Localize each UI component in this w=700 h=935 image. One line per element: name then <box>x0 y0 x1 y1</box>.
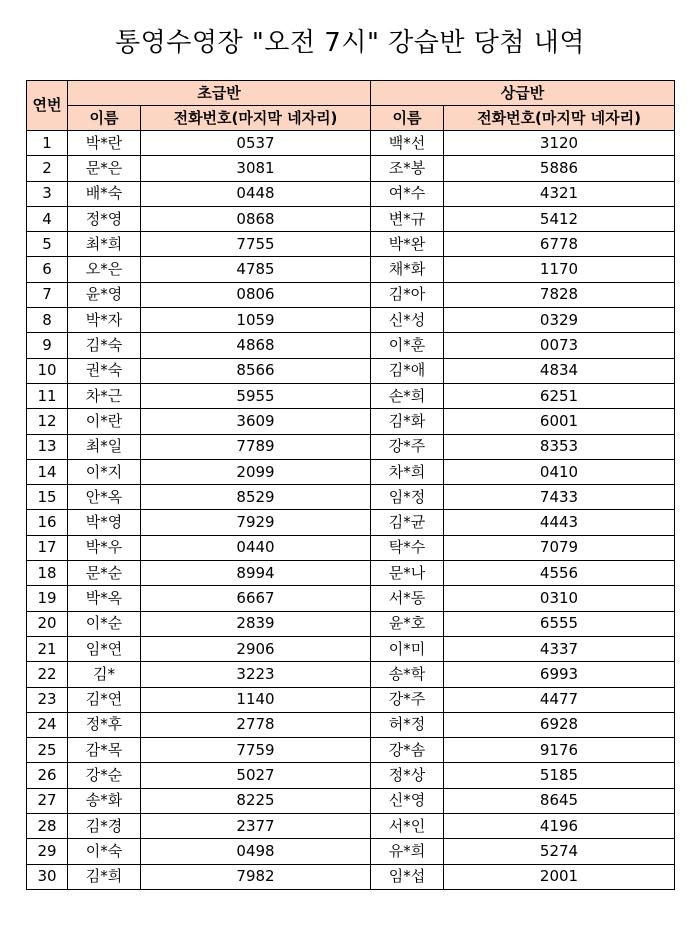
advanced-name-cell: 김*애 <box>371 358 444 383</box>
advanced-phone-cell: 4196 <box>444 814 675 839</box>
row-number: 25 <box>27 738 68 763</box>
row-number: 12 <box>27 409 68 434</box>
table-row <box>27 662 675 687</box>
header-advanced-name: 이름 <box>371 106 444 131</box>
beginner-phone-cell: 1140 <box>141 687 371 712</box>
advanced-name-cell: 이*미 <box>371 636 444 661</box>
table-row <box>27 333 675 358</box>
advanced-name-cell: 김*아 <box>371 282 444 307</box>
beginner-name-cell: 박*란 <box>68 131 141 156</box>
advanced-phone-cell: 6778 <box>444 232 675 257</box>
advanced-name-cell: 허*정 <box>371 712 444 737</box>
row-number: 7 <box>27 282 68 307</box>
row-number: 22 <box>27 662 68 687</box>
advanced-name-cell: 탁*수 <box>371 535 444 560</box>
advanced-name-cell: 변*규 <box>371 206 444 231</box>
beginner-phone-cell: 2906 <box>141 636 371 661</box>
row-number: 4 <box>27 206 68 231</box>
table-row <box>27 232 675 257</box>
advanced-phone-cell: 6001 <box>444 409 675 434</box>
table-row <box>27 257 675 282</box>
beginner-name-cell: 박*영 <box>68 510 141 535</box>
advanced-phone-cell: 6993 <box>444 662 675 687</box>
row-number: 13 <box>27 434 68 459</box>
beginner-phone-cell: 1059 <box>141 308 371 333</box>
header-beginner-class: 초급반 <box>68 81 371 106</box>
row-number: 28 <box>27 814 68 839</box>
table-row <box>27 308 675 333</box>
advanced-name-cell: 강*솜 <box>371 738 444 763</box>
advanced-phone-cell: 4834 <box>444 358 675 383</box>
advanced-phone-cell: 0073 <box>444 333 675 358</box>
beginner-phone-cell: 2099 <box>141 459 371 484</box>
advanced-phone-cell: 0310 <box>444 586 675 611</box>
row-number: 2 <box>27 156 68 181</box>
beginner-phone-cell: 0498 <box>141 839 371 864</box>
beginner-phone-cell: 4868 <box>141 333 371 358</box>
advanced-name-cell: 김*균 <box>371 510 444 535</box>
beginner-phone-cell: 7789 <box>141 434 371 459</box>
beginner-phone-cell: 5955 <box>141 383 371 408</box>
table-body <box>27 131 675 890</box>
table-row <box>27 611 675 636</box>
row-number: 11 <box>27 383 68 408</box>
advanced-name-cell: 임*섭 <box>371 864 444 889</box>
beginner-name-cell: 이*순 <box>68 611 141 636</box>
beginner-phone-cell: 0806 <box>141 282 371 307</box>
table-header <box>27 81 675 131</box>
advanced-phone-cell: 5886 <box>444 156 675 181</box>
beginner-name-cell: 송*화 <box>68 788 141 813</box>
table-row <box>27 131 675 156</box>
advanced-phone-cell: 0410 <box>444 459 675 484</box>
row-number: 17 <box>27 535 68 560</box>
advanced-phone-cell: 4477 <box>444 687 675 712</box>
beginner-phone-cell: 3081 <box>141 156 371 181</box>
beginner-name-cell: 차*근 <box>68 383 141 408</box>
table-row <box>27 586 675 611</box>
row-number: 9 <box>27 333 68 358</box>
advanced-name-cell: 송*학 <box>371 662 444 687</box>
advanced-name-cell: 유*희 <box>371 839 444 864</box>
table-row <box>27 687 675 712</box>
beginner-name-cell: 박*자 <box>68 308 141 333</box>
advanced-name-cell: 여*수 <box>371 181 444 206</box>
advanced-phone-cell: 8645 <box>444 788 675 813</box>
row-number: 26 <box>27 763 68 788</box>
row-number: 29 <box>27 839 68 864</box>
table-row <box>27 535 675 560</box>
beginner-phone-cell: 2377 <box>141 814 371 839</box>
beginner-phone-cell: 8994 <box>141 561 371 586</box>
beginner-phone-cell: 3609 <box>141 409 371 434</box>
beginner-name-cell: 박*옥 <box>68 586 141 611</box>
advanced-phone-cell: 4321 <box>444 181 675 206</box>
header-advanced-class: 상급반 <box>371 81 675 106</box>
beginner-name-cell: 최*일 <box>68 434 141 459</box>
advanced-name-cell: 백*선 <box>371 131 444 156</box>
advanced-phone-cell: 4556 <box>444 561 675 586</box>
advanced-name-cell: 김*화 <box>371 409 444 434</box>
header-beginner-phone: 전화번호(마지막 네자리) <box>141 106 371 131</box>
page-title: 통영수영장 "오전 7시" 강습반 당첨 내역 <box>114 28 586 58</box>
beginner-phone-cell: 0868 <box>141 206 371 231</box>
table-row <box>27 636 675 661</box>
row-number: 15 <box>27 485 68 510</box>
row-number: 23 <box>27 687 68 712</box>
row-number: 24 <box>27 712 68 737</box>
table-row <box>27 459 675 484</box>
advanced-name-cell: 서*인 <box>371 814 444 839</box>
table-row <box>27 383 675 408</box>
table-row <box>27 409 675 434</box>
row-number: 27 <box>27 788 68 813</box>
beginner-name-cell: 박*우 <box>68 535 141 560</box>
advanced-name-cell: 서*동 <box>371 586 444 611</box>
beginner-phone-cell: 0537 <box>141 131 371 156</box>
table-row <box>27 561 675 586</box>
advanced-phone-cell: 4337 <box>444 636 675 661</box>
advanced-phone-cell: 9176 <box>444 738 675 763</box>
advanced-name-cell: 차*희 <box>371 459 444 484</box>
beginner-name-cell: 김* <box>68 662 141 687</box>
advanced-name-cell: 정*상 <box>371 763 444 788</box>
advanced-phone-cell: 6555 <box>444 611 675 636</box>
row-number: 19 <box>27 586 68 611</box>
lottery-result-table <box>26 80 675 890</box>
beginner-phone-cell: 2778 <box>141 712 371 737</box>
advanced-phone-cell: 1170 <box>444 257 675 282</box>
advanced-name-cell: 이*훈 <box>371 333 444 358</box>
beginner-name-cell: 김*연 <box>68 687 141 712</box>
row-number: 3 <box>27 181 68 206</box>
beginner-name-cell: 이*지 <box>68 459 141 484</box>
advanced-name-cell: 신*성 <box>371 308 444 333</box>
advanced-name-cell: 문*나 <box>371 561 444 586</box>
row-number: 18 <box>27 561 68 586</box>
advanced-phone-cell: 4443 <box>444 510 675 535</box>
table-row <box>27 282 675 307</box>
table-row <box>27 864 675 889</box>
advanced-phone-cell: 6928 <box>444 712 675 737</box>
beginner-phone-cell: 8225 <box>141 788 371 813</box>
beginner-name-cell: 정*후 <box>68 712 141 737</box>
header-advanced-phone: 전화번호(마지막 네자리) <box>444 106 675 131</box>
advanced-phone-cell: 7828 <box>444 282 675 307</box>
beginner-phone-cell: 7759 <box>141 738 371 763</box>
advanced-phone-cell: 5274 <box>444 839 675 864</box>
beginner-name-cell: 이*숙 <box>68 839 141 864</box>
advanced-name-cell: 채*화 <box>371 257 444 282</box>
table-row <box>27 358 675 383</box>
advanced-phone-cell: 7079 <box>444 535 675 560</box>
beginner-phone-cell: 0448 <box>141 181 371 206</box>
beginner-phone-cell: 2839 <box>141 611 371 636</box>
table-row <box>27 206 675 231</box>
beginner-phone-cell: 7982 <box>141 864 371 889</box>
advanced-phone-cell: 2001 <box>444 864 675 889</box>
beginner-name-cell: 강*순 <box>68 763 141 788</box>
advanced-phone-cell: 0329 <box>444 308 675 333</box>
advanced-name-cell: 강*주 <box>371 687 444 712</box>
row-number: 20 <box>27 611 68 636</box>
table-row <box>27 181 675 206</box>
beginner-phone-cell: 7929 <box>141 510 371 535</box>
advanced-name-cell: 임*정 <box>371 485 444 510</box>
table-row <box>27 156 675 181</box>
beginner-name-cell: 이*란 <box>68 409 141 434</box>
row-number: 6 <box>27 257 68 282</box>
beginner-phone-cell: 6667 <box>141 586 371 611</box>
beginner-name-cell: 김*희 <box>68 864 141 889</box>
beginner-name-cell: 최*희 <box>68 232 141 257</box>
beginner-phone-cell: 3223 <box>141 662 371 687</box>
beginner-name-cell: 감*목 <box>68 738 141 763</box>
beginner-name-cell: 문*은 <box>68 156 141 181</box>
beginner-phone-cell: 7755 <box>141 232 371 257</box>
row-number: 8 <box>27 308 68 333</box>
advanced-phone-cell: 5412 <box>444 206 675 231</box>
advanced-phone-cell: 7433 <box>444 485 675 510</box>
advanced-phone-cell: 8353 <box>444 434 675 459</box>
table-row <box>27 510 675 535</box>
beginner-phone-cell: 8529 <box>141 485 371 510</box>
beginner-name-cell: 임*연 <box>68 636 141 661</box>
row-number: 10 <box>27 358 68 383</box>
advanced-phone-cell: 5185 <box>444 763 675 788</box>
beginner-name-cell: 김*숙 <box>68 333 141 358</box>
beginner-name-cell: 안*옥 <box>68 485 141 510</box>
beginner-name-cell: 김*경 <box>68 814 141 839</box>
table-row <box>27 763 675 788</box>
header-beginner-name: 이름 <box>68 106 141 131</box>
table-row <box>27 712 675 737</box>
table-row <box>27 738 675 763</box>
row-number: 1 <box>27 131 68 156</box>
row-number: 21 <box>27 636 68 661</box>
table-row <box>27 485 675 510</box>
beginner-phone-cell: 5027 <box>141 763 371 788</box>
beginner-phone-cell: 8566 <box>141 358 371 383</box>
advanced-name-cell: 박*완 <box>371 232 444 257</box>
beginner-name-cell: 오*은 <box>68 257 141 282</box>
beginner-name-cell: 문*순 <box>68 561 141 586</box>
advanced-name-cell: 강*주 <box>371 434 444 459</box>
table-row <box>27 434 675 459</box>
advanced-phone-cell: 3120 <box>444 131 675 156</box>
row-number: 14 <box>27 459 68 484</box>
row-number: 16 <box>27 510 68 535</box>
table-row <box>27 788 675 813</box>
advanced-name-cell: 손*희 <box>371 383 444 408</box>
beginner-name-cell: 배*숙 <box>68 181 141 206</box>
advanced-name-cell: 조*봉 <box>371 156 444 181</box>
table-row <box>27 814 675 839</box>
advanced-name-cell: 신*영 <box>371 788 444 813</box>
advanced-phone-cell: 6251 <box>444 383 675 408</box>
row-number: 30 <box>27 864 68 889</box>
row-number: 5 <box>27 232 68 257</box>
beginner-name-cell: 윤*영 <box>68 282 141 307</box>
beginner-name-cell: 정*영 <box>68 206 141 231</box>
advanced-name-cell: 윤*호 <box>371 611 444 636</box>
beginner-phone-cell: 4785 <box>141 257 371 282</box>
beginner-name-cell: 권*숙 <box>68 358 141 383</box>
beginner-phone-cell: 0440 <box>141 535 371 560</box>
table-row <box>27 839 675 864</box>
header-no: 연번 <box>27 81 68 131</box>
